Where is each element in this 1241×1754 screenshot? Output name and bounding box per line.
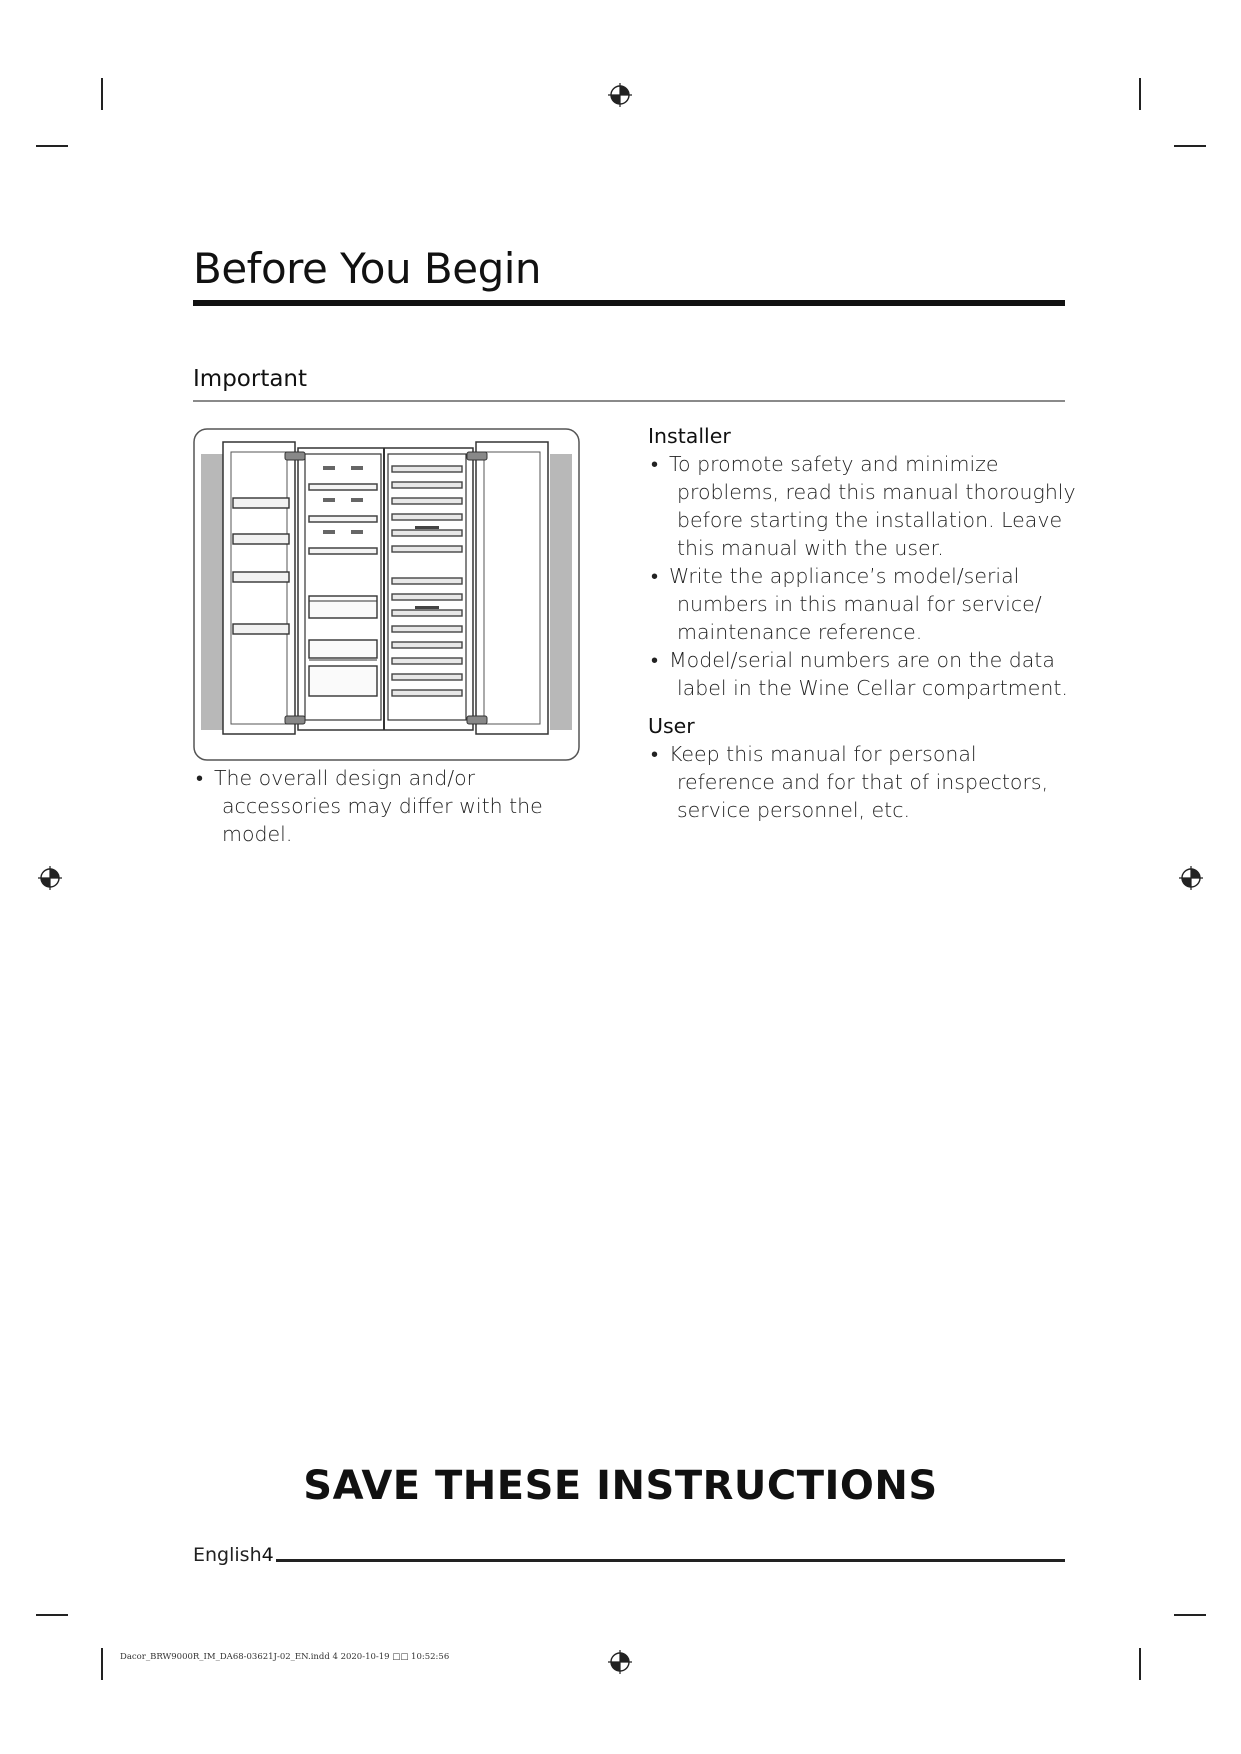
page-footer-label [193,1544,274,1566]
instructions-column [648,422,1078,824]
list-item-text: Keep this manual for personal reference and for that of inspectors, service personnel, etc. [669,742,1049,822]
registration-mark-icon [1179,866,1203,890]
crop-mark [101,1648,103,1680]
page-title: Before You Begin [193,244,542,293]
list-item [648,562,1078,646]
bullet-icon: • [651,564,659,588]
crop-mark [1139,1648,1141,1680]
registration-mark-icon [608,83,632,107]
list-item [648,646,1078,702]
figure-note-text: The overall design and/or accessories may differ with the model. [214,766,543,846]
footer-rule [276,1559,1065,1562]
list-item-text: Model/serial numbers are on the data label in the Wine Cellar compartment. [669,648,1068,700]
installer-list [648,450,1078,702]
section-rule [193,400,1065,402]
print-info: Dacor_BRW9000R_IM_DA68-03621J-02_EN.indd 4 2020-10-19 □□ 10:52:56 [120,1652,450,1662]
crop-mark [36,145,68,147]
bullet-icon: • [651,648,659,672]
figure-note [193,764,593,848]
list-item-text: Write the appliance’s model/serial numbers in this manual for service/ maintenance reference. [669,564,1042,644]
user-list [648,740,1078,824]
crop-mark [1174,1614,1206,1616]
crop-mark [101,78,103,110]
bullet-icon: • [651,742,659,766]
list-item [193,764,593,848]
installer-heading: Installer [648,424,731,448]
crop-mark [1139,78,1141,110]
user-heading: User [648,714,695,738]
title-rule [193,300,1065,306]
bullet-icon: • [196,766,204,790]
bullet-icon: • [651,452,659,476]
save-instructions-notice: SAVE THESE INSTRUCTIONS [303,1463,938,1509]
footer-language: English [193,1544,262,1566]
section-title: Important [193,366,308,392]
refrigerator-wine-cellar-illustration-icon [193,428,580,761]
list-item-text: To promote safety and minimize problems, read this manual thoroughly before starting the installation. Leave this manual with the user. [669,452,1076,560]
registration-mark-icon [608,1650,632,1674]
crop-mark [1174,145,1206,147]
page-number: 4 [261,1544,274,1566]
list-item [648,740,1078,824]
list-item [648,450,1078,562]
crop-mark [36,1614,68,1616]
registration-mark-icon [38,866,62,890]
